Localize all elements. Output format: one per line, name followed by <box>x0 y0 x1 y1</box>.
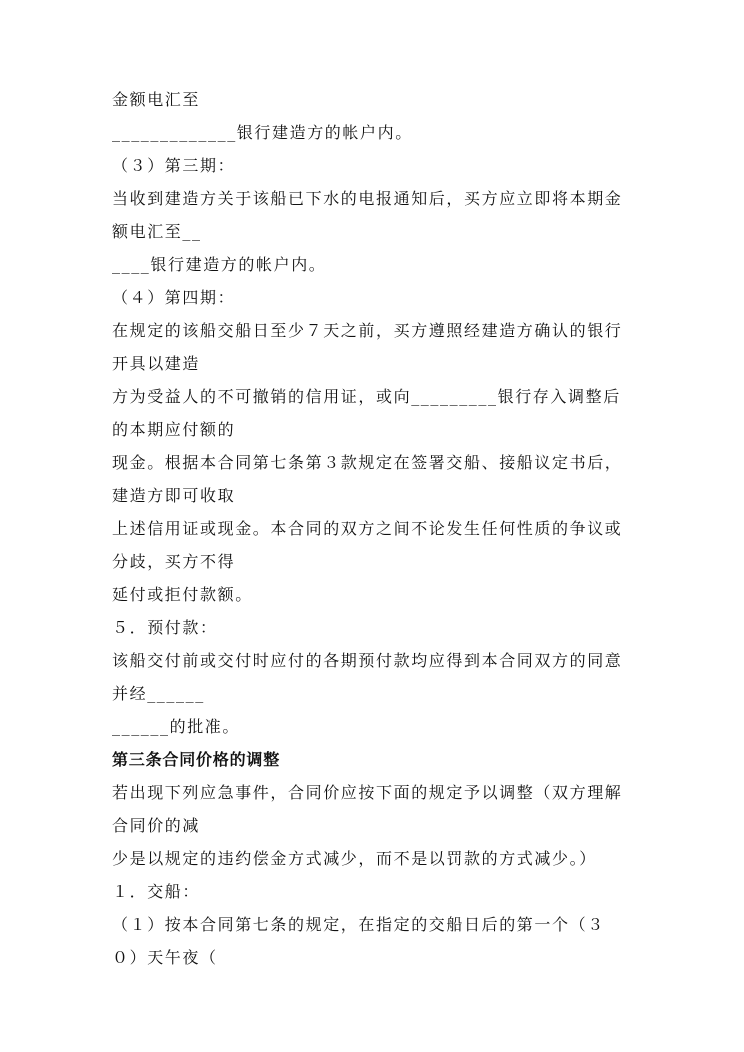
text-line-11: 的本期应付额的 <box>112 420 236 439</box>
text-line-6: ____银行建造方的帐户内。 <box>112 255 327 274</box>
text-line-17: ５．预付款： <box>112 618 218 637</box>
text-line-4: 当收到建造方关于该船已下水的电报通知后，买方应立即将本期金 <box>112 189 623 208</box>
section-heading: 第三条合同价格的调整 <box>112 750 281 769</box>
text-line-16: 延付或拒付款额。 <box>112 585 253 604</box>
text-line-26: （１）按本合同第七条的规定，在指定的交船日后的第一个（３ <box>112 915 605 934</box>
text-line-23: 合同价的减 <box>112 816 201 835</box>
text-line-25: １．交船： <box>112 882 201 901</box>
text-line-7: （４）第四期： <box>112 288 236 307</box>
text-line-9: 开具以建造 <box>112 354 201 373</box>
text-line-19: 并经______ <box>112 684 205 703</box>
text-line-18: 该船交付前或交付时应付的各期预付款均应得到本合同双方的同意 <box>112 651 623 670</box>
text-line-24: 少是以规定的违约偿金方式减少，而不是以罚款的方式减少。） <box>112 849 597 868</box>
text-line-15: 分歧，买方不得 <box>112 552 236 571</box>
text-line-5: 额电汇至__ <box>112 222 202 241</box>
text-line-13: 建造方即可收取 <box>112 486 236 505</box>
text-line-14: 上述信用证或现金。本合同的双方之间不论发生任何性质的争议或 <box>112 519 623 538</box>
text-line-10: 方为受益人的不可撤销的信用证，或向_________银行存入调整后 <box>112 387 621 406</box>
text-line-22: 若出现下列应急事件，合同价应按下面的规定予以调整（双方理解 <box>112 783 623 802</box>
text-line-3: （３）第三期： <box>112 156 236 175</box>
text-line-20: ______的批准。 <box>112 717 241 736</box>
text-line-1: 金额电汇至 <box>112 90 201 109</box>
text-line-2: _____________银行建造方的帐户内。 <box>112 123 413 142</box>
text-line-12: 现金。根据本合同第七条第３款规定在签署交船、接船议定书后， <box>112 453 623 472</box>
text-line-8: 在规定的该船交船日至少７天之前，买方遵照经建造方确认的银行 <box>112 321 623 340</box>
text-line-27: ０）天午夜（ <box>112 948 218 967</box>
